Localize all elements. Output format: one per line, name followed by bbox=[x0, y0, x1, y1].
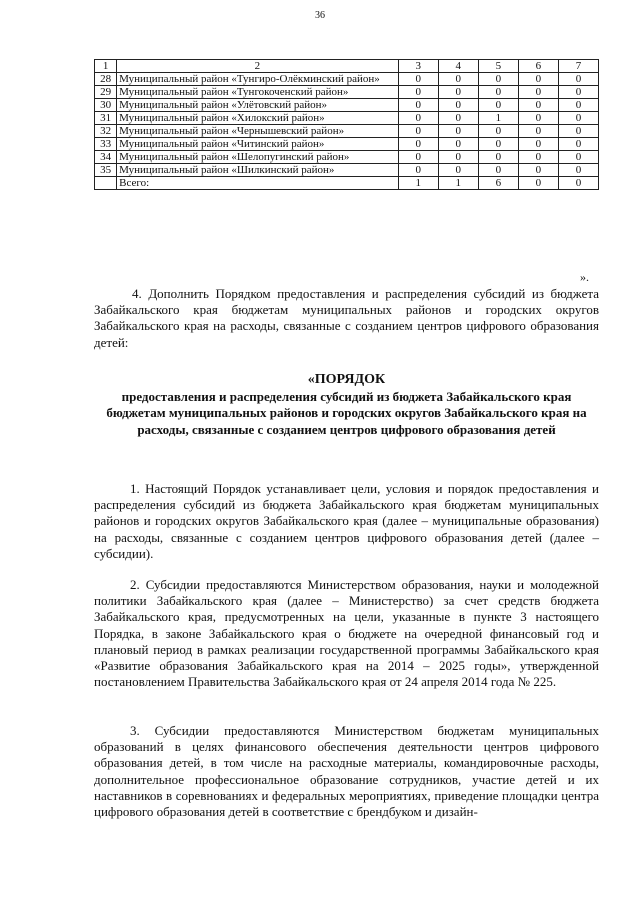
row-value: 0 bbox=[438, 125, 478, 138]
paragraph-3: 3. Субсидии предоставляются Министерством бюджетам муниципальных образований в целях финансового обеспечения деятельности центров цифрового образования детей, в том числе на расходные материалы, командировочные расходы, дополнительное профессиональное образование сотрудников, участие детей и их наставников в соревнованиях и федеральных мероприятиях, приведение площадки центра цифрового образования детей в соответствие с брендбуком и дизайн- bbox=[94, 723, 599, 820]
header-cell: 7 bbox=[558, 60, 598, 73]
table-row bbox=[95, 177, 599, 190]
table-row bbox=[95, 164, 599, 177]
header-cell: 3 bbox=[398, 60, 438, 73]
row-value: 0 bbox=[398, 86, 438, 99]
row-value: 0 bbox=[518, 86, 558, 99]
table-row bbox=[95, 125, 599, 138]
table-row bbox=[95, 73, 599, 86]
paragraph-4: 4. Дополнить Порядком предоставления и распределения субсидий из бюджета Забайкальского края бюджетам муниципальных районов и городских округов Забайкальского края на расходы, связанные с созданием центров цифрового образования детей: bbox=[94, 286, 599, 350]
header-cell: 1 bbox=[95, 60, 117, 73]
row-value: 0 bbox=[558, 112, 598, 125]
row-name: Муниципальный район «Шелопугинский район» bbox=[117, 151, 399, 164]
row-value: 0 bbox=[558, 125, 598, 138]
row-value: 0 bbox=[478, 125, 518, 138]
subsidy-table bbox=[94, 59, 599, 190]
row-value: 0 bbox=[438, 99, 478, 112]
row-value: 0 bbox=[558, 138, 598, 151]
row-value: 0 bbox=[518, 138, 558, 151]
row-value: 0 bbox=[398, 125, 438, 138]
row-number: 30 bbox=[95, 99, 117, 112]
row-value: 0 bbox=[558, 86, 598, 99]
row-value: 0 bbox=[398, 164, 438, 177]
row-value: 0 bbox=[558, 73, 598, 86]
row-value: 0 bbox=[518, 177, 558, 190]
row-value: 0 bbox=[558, 151, 598, 164]
table-row bbox=[95, 151, 599, 164]
row-value: 0 bbox=[478, 138, 518, 151]
row-number: 32 bbox=[95, 125, 117, 138]
row-number: 33 bbox=[95, 138, 117, 151]
row-value: 0 bbox=[558, 99, 598, 112]
heading-subtitle: предоставления и распределения субсидий из бюджета Забайкальского края бюджетам муниципальных районов и городских округов Забайкальского края на расходы, связанные с созданием центров цифрового образования детей bbox=[106, 389, 587, 437]
row-value: 0 bbox=[438, 112, 478, 125]
row-value: 0 bbox=[518, 164, 558, 177]
row-number bbox=[95, 177, 117, 190]
table-row bbox=[95, 138, 599, 151]
heading-title: «ПОРЯДОК bbox=[307, 372, 386, 387]
row-value: 1 bbox=[438, 177, 478, 190]
table-close-quote: ». bbox=[580, 270, 589, 284]
paragraph-2: 2. Субсидии предоставляются Министерством образования, науки и молодежной политики Забайкальского края (далее – Министерство) за счет средств бюджета Забайкальского края, предусмотренных на цели, указанные в пункте 3 настоящего Порядка, в законе Забайкальского края о бюджете на очередной финансовый год и плановый период в рамках реализации государственной программы Забайкальского края «Развитие образования Забайкальского края на 2014 – 2025 годы», утвержденной постановлением Правительства Забайкальского края от 24 апреля 2014 года № 225. bbox=[94, 577, 599, 690]
row-value: 0 bbox=[558, 177, 598, 190]
table-row bbox=[95, 86, 599, 99]
row-value: 0 bbox=[518, 99, 558, 112]
row-value: 0 bbox=[518, 73, 558, 86]
row-name: Муниципальный район «Хилокский район» bbox=[117, 112, 399, 125]
row-value: 0 bbox=[398, 112, 438, 125]
row-value: 0 bbox=[518, 112, 558, 125]
row-number: 28 bbox=[95, 73, 117, 86]
row-number: 31 bbox=[95, 112, 117, 125]
page-number: 36 bbox=[315, 10, 325, 21]
header-cell: 6 bbox=[518, 60, 558, 73]
row-value: 0 bbox=[518, 151, 558, 164]
row-value: 0 bbox=[398, 99, 438, 112]
row-value: 1 bbox=[478, 112, 518, 125]
row-value: 0 bbox=[478, 86, 518, 99]
row-value: 0 bbox=[478, 164, 518, 177]
row-value: 0 bbox=[438, 86, 478, 99]
row-name: Муниципальный район «Читинский район» bbox=[117, 138, 399, 151]
header-cell: 4 bbox=[438, 60, 478, 73]
row-value: 0 bbox=[438, 73, 478, 86]
row-value: 0 bbox=[478, 151, 518, 164]
row-value: 0 bbox=[558, 164, 598, 177]
row-name: Муниципальный район «Тунгиро-Олёкминский район» bbox=[117, 73, 399, 86]
row-value: 1 bbox=[398, 177, 438, 190]
row-name: Всего: bbox=[117, 177, 399, 190]
row-name: Муниципальный район «Тунгокоченский район» bbox=[117, 86, 399, 99]
table-row bbox=[95, 112, 599, 125]
row-value: 0 bbox=[478, 73, 518, 86]
paragraph-1: 1. Настоящий Порядок устанавливает цели, условия и порядок предоставления и распределения субсидий из бюджета Забайкальского края бюджетам муниципальных районов и городских округов Забайкальского края (далее – муниципальные образования) на расходы, связанные с созданием центров цифрового образования детей (далее – субсидии). bbox=[94, 481, 599, 561]
row-number: 34 bbox=[95, 151, 117, 164]
row-value: 0 bbox=[478, 99, 518, 112]
header-cell: 5 bbox=[478, 60, 518, 73]
row-value: 0 bbox=[398, 151, 438, 164]
row-name: Муниципальный район «Улётовский район» bbox=[117, 99, 399, 112]
row-value: 0 bbox=[398, 73, 438, 86]
row-name: Муниципальный район «Шилкинский район» bbox=[117, 164, 399, 177]
row-value: 6 bbox=[478, 177, 518, 190]
table-row bbox=[95, 99, 599, 112]
table-header-row bbox=[95, 60, 599, 73]
row-value: 0 bbox=[398, 138, 438, 151]
row-name: Муниципальный район «Чернышевский район» bbox=[117, 125, 399, 138]
row-value: 0 bbox=[438, 138, 478, 151]
row-value: 0 bbox=[518, 125, 558, 138]
section-heading bbox=[94, 371, 599, 438]
row-value: 0 bbox=[438, 164, 478, 177]
row-value: 0 bbox=[438, 151, 478, 164]
header-cell: 2 bbox=[117, 60, 399, 73]
row-number: 29 bbox=[95, 86, 117, 99]
row-number: 35 bbox=[95, 164, 117, 177]
